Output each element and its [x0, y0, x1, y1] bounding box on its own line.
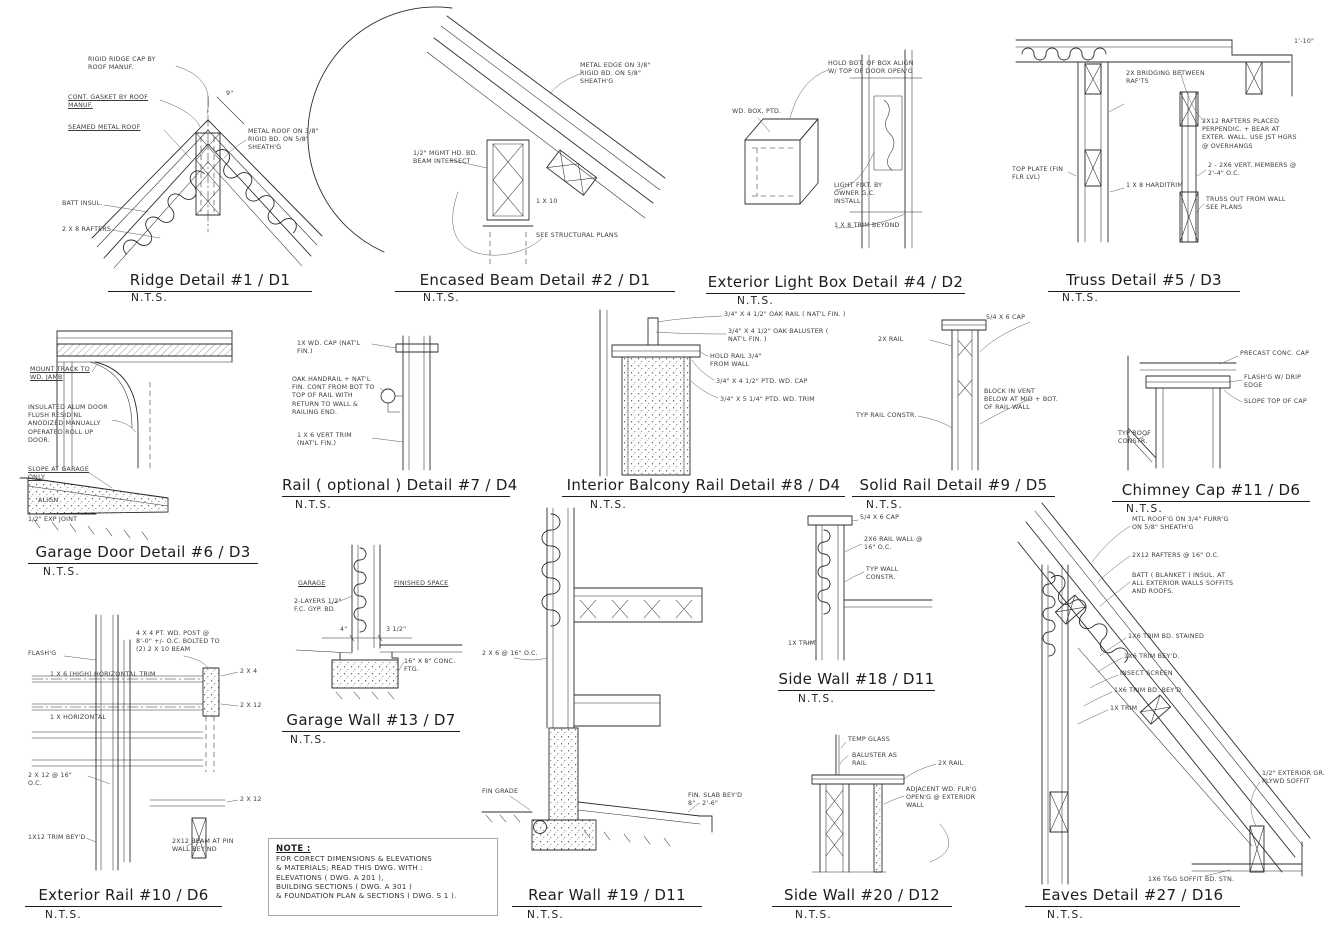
detail-title-interior-balcony-rail: Interior Balcony Rail Detail #8 / D4	[562, 476, 845, 497]
annotation: 5/4 X 6 CAP	[986, 314, 1026, 321]
detail-title-exterior-rail: Exterior Rail #10 / D6	[25, 886, 222, 907]
annotation: MTL ROOF'G ON 3/4" FURR'G ON 5/8" SHEATH'G	[1132, 516, 1229, 532]
annotation: 4"	[340, 626, 348, 633]
rail-optional-drawing	[372, 336, 438, 470]
annotation: 5/4 X 6 CAP	[860, 514, 900, 521]
annotation: 1/2" EXTERIOR GR. PLYWD SOFFIT	[1262, 770, 1326, 786]
annotation: MOUNT TRACK TO WD. JAMB	[30, 366, 90, 382]
annotation: TYP WALL CONSTR.	[866, 566, 899, 582]
annotation: INSULATED ALUM DOOR FLUSH RESID'NL ANODIZED MANUALLY OPERATED ROLL UP DOOR.	[28, 404, 108, 444]
annotation: 1 X 10	[536, 198, 558, 205]
interior-balcony-rail-drawing	[600, 310, 726, 476]
scale-label: N.T.S.	[1062, 292, 1099, 304]
scale-label: N.T.S.	[423, 292, 460, 304]
scale-label: N.T.S.	[590, 499, 627, 511]
annotation: 3/4" X 4 1/2" PTD. WD. CAP	[716, 378, 808, 385]
annotation: 1 X 8 HARDITRIM	[1126, 182, 1183, 189]
detail-title-truss: Truss Detail #5 / D3	[1048, 271, 1240, 292]
annotation: 2 X 4	[240, 668, 258, 675]
annotation: 1X6 TRIM BD. BEY'D.	[1114, 687, 1184, 694]
annotation: TRUSS OUT FROM WALL SEE PLANS	[1206, 196, 1286, 212]
annotation: 3/4" X 5 1/4" PTD. WD. TRIM	[720, 396, 815, 403]
note-heading: NOTE :	[276, 844, 311, 854]
annotation: TYP ROOF CONSTR.	[1118, 430, 1152, 446]
annotation: 16" X 8" CONC. FTG.	[404, 658, 456, 674]
annotation: TOP PLATE (FIN FLR LVL)	[1012, 166, 1064, 182]
scale-label: N.T.S.	[737, 295, 774, 307]
annotation: FIN. SLAB BEY'D 8" - 2'-6"	[688, 792, 743, 808]
annotation: ALIGN	[38, 497, 59, 504]
scale-label: N.T.S.	[798, 693, 835, 705]
annotation: 1'-10"	[1294, 38, 1315, 45]
annotation: 2 X 12 @ 16" O.C.	[28, 772, 72, 788]
detail-title-rail-optional: Rail ( optional ) Detail #7 / D4	[282, 476, 510, 497]
annotation: FIN GRADE	[482, 788, 519, 795]
scale-label: N.T.S.	[1047, 909, 1084, 921]
annotation: 1 X HORIZONTAL	[50, 714, 107, 721]
scale-label: N.T.S.	[45, 909, 82, 921]
annotation: 1 X 8 TRIM BEYOND	[834, 222, 900, 229]
light-box-drawing	[745, 50, 922, 248]
annotation: WD. BOX, PTD.	[732, 108, 782, 115]
scale-label: N.T.S.	[527, 909, 564, 921]
note-line: BUILDING SECTIONS ( DWG. A 301 )	[276, 882, 412, 892]
annotation: 2X6 RAIL WALL @ 16" O.C.	[864, 536, 923, 552]
annotation: 2X12 RAFTERS @ 16" O.C.	[1132, 552, 1220, 559]
annotation: SEE STRUCTURAL PLANS	[536, 232, 619, 239]
annotation: HOLD RAIL 3/4" FROM WALL	[710, 353, 762, 369]
annotation: CONT. GASKET BY ROOF MANUF.	[68, 94, 149, 110]
annotation: SEAMED METAL ROOF	[68, 124, 141, 131]
detail-title-encased-beam: Encased Beam Detail #2 / D1	[395, 271, 675, 292]
scale-label: N.T.S.	[295, 499, 332, 511]
note-line: & FOUNDATION PLAN & SECTIONS ( DWG. S 1 ).	[276, 891, 457, 901]
annotation: METAL EDGE ON 3/8" RIGID BD. ON 5/8" SHEATH'G	[580, 62, 651, 86]
annotation: RIGID RIDGE CAP BY ROOF MANUF.	[88, 56, 156, 72]
annotation: 2X RAIL	[878, 336, 904, 343]
detail-title-garage-wall: Garage Wall #13 / D7	[282, 711, 460, 732]
annotation: 2X12 BEAM AT PIN WALL BEY'ND	[172, 838, 234, 854]
annotation: 1X TRIM	[788, 640, 816, 647]
annotation: 9"	[226, 90, 234, 97]
annotation: 1X6 T&G SOFFIT BD. STN.	[1148, 876, 1235, 883]
annotation: BATT INSUL.	[62, 200, 103, 207]
annotation: 2 X 12	[240, 702, 262, 709]
detail-title-chimney-cap: Chimney Cap #11 / D6	[1112, 481, 1310, 502]
garage-wall-drawing	[296, 545, 462, 699]
detail-title-rear-wall: Rear Wall #19 / D11	[512, 886, 702, 907]
annotation: 1 X 6 VERT TRIM (NAT'L FIN.)	[297, 432, 352, 448]
annotation: FLASH'G W/ DRIP EDGE	[1244, 374, 1302, 390]
annotation: 1X WD. CAP (NAT'L FIN.)	[297, 340, 361, 356]
annotation: ADJACENT WD. FLR'G OPEN'G @ EXTERIOR WALL	[906, 786, 977, 810]
annotation: 3 1/2"	[386, 626, 407, 633]
annotation: BLOCK IN VENT BELOW AT MID + BOT. OF RAIL WALL	[984, 388, 1058, 412]
detail-title-light-box: Exterior Light Box Detail #4 / D2	[706, 273, 965, 294]
annotation: BATT ( BLANKET ) INSUL. AT ALL EXTERIOR WALLS SOFFITS AND ROOFS.	[1132, 572, 1234, 596]
annotation: SLOPE AT GARAGE ONLY	[28, 466, 90, 482]
detail-title-side-wall-20: Side Wall #20 / D12	[772, 886, 952, 907]
note-line: ELEVATIONS ( DWG. A 201 ),	[276, 872, 384, 882]
annotation: 1X TRIM	[1110, 705, 1138, 712]
scale-label: N.T.S.	[131, 292, 168, 304]
annotation: BALUSTER AS RAIL	[852, 752, 898, 768]
annotation: HOLD BOT. OF BOX ALIGN W/ TOP OF DOOR OPEN'G	[828, 60, 914, 76]
annotation: FLASH'G	[28, 650, 57, 657]
scale-label: N.T.S.	[795, 909, 832, 921]
annotation: 1/2" EXP JOINT	[28, 516, 78, 523]
annotation: 1X12 TRIM BEY'D	[28, 834, 86, 841]
annotation: 1 X 6 (HIGH) HORIZONTAL TRIM	[50, 671, 156, 678]
annotation: 1X6 TRIM BEY'D.	[1124, 653, 1180, 660]
annotation: 2X12 RAFTERS PLACED PERPENDIC. + BEAR AT EXTER. WALL. USE JST HGRS @ OVERHANGS	[1202, 118, 1297, 150]
note-box	[268, 838, 498, 916]
annotation: 2X RAIL	[938, 760, 964, 767]
note-line: FOR CORECT DIMENSIONS & ELEVATIONS	[276, 854, 433, 863]
annotation: 2 X 6 @ 16" O.C.	[482, 650, 538, 657]
annotation: FINISHED SPACE	[394, 580, 449, 587]
detail-title-ridge: Ridge Detail #1 / D1	[108, 271, 312, 292]
annotation: PRECAST CONC. CAP	[1240, 350, 1310, 357]
annotation: 2X BRIDGING BETWEEN RAF'TS	[1126, 70, 1205, 86]
annotation: 2 X 8 RAFTERS	[62, 226, 112, 233]
annotation: METAL ROOF ON 3/8" RIGID BD. ON 5/8" SHEATH'G	[248, 128, 319, 152]
scale-label: N.T.S.	[866, 499, 903, 511]
detail-title-eaves: Eaves Detail #27 / D16	[1025, 886, 1240, 907]
annotation: 3/4" X 4 1/2" OAK RAIL ( NAT'L FIN. )	[724, 311, 846, 318]
annotation: TEMP GLASS	[848, 736, 890, 743]
chimney-cap-drawing	[1128, 356, 1242, 470]
annotation: INSECT SCREEN	[1120, 670, 1173, 677]
annotation: LIGHT FIXT. BY OWNER G.C. INSTALL	[834, 182, 883, 206]
annotation: GARAGE	[298, 580, 326, 587]
scale-label: N.T.S.	[290, 734, 327, 746]
note-line: & MATERIALS; READ THIS DWG. WITH :	[276, 863, 424, 873]
annotation: 2 X 12	[240, 796, 262, 803]
rear-wall-drawing	[482, 508, 712, 850]
annotation: 1X6 TRIM BD. STAINED	[1128, 633, 1205, 640]
scale-label: N.T.S.	[43, 566, 80, 578]
annotation: 2-LAYERS 1/2" F.C. GYP. BD.	[294, 598, 342, 614]
annotation: 2 - 2X6 VERT. MEMBERS @ 2'-4" O.C.	[1208, 162, 1297, 178]
encased-beam-drawing	[308, 7, 665, 268]
annotation: OAK HANDRAIL + NAT'L FIN. CONT FROM BOT TO TOP OF RAIL WITH RETURN TO WALL & RAILING END.	[292, 376, 375, 416]
detail-title-garage-door: Garage Door Detail #6 / D3	[28, 543, 258, 564]
annotation: TYP RAIL CONSTR.	[856, 412, 917, 419]
annotation: 4 X 4 PT. WD. POST @ 8'-0" +/- O.C. BOLTED TO (2) 2 X 10 BEAM	[136, 630, 220, 654]
annotation: 1/2" MGMT HD. BD. BEAM INTERSECT	[413, 150, 478, 166]
scale-label: N.T.S.	[1126, 503, 1163, 515]
annotation: 3/4" X 4 1/2" OAK BALUSTER ( NAT'L FIN. )	[728, 328, 829, 344]
annotation: SLOPE TOP OF CAP	[1244, 398, 1307, 405]
detail-title-solid-rail: Solid Rail Detail #9 / D5	[852, 476, 1055, 497]
detail-title-side-wall-18: Side Wall #18 / D11	[778, 670, 935, 691]
